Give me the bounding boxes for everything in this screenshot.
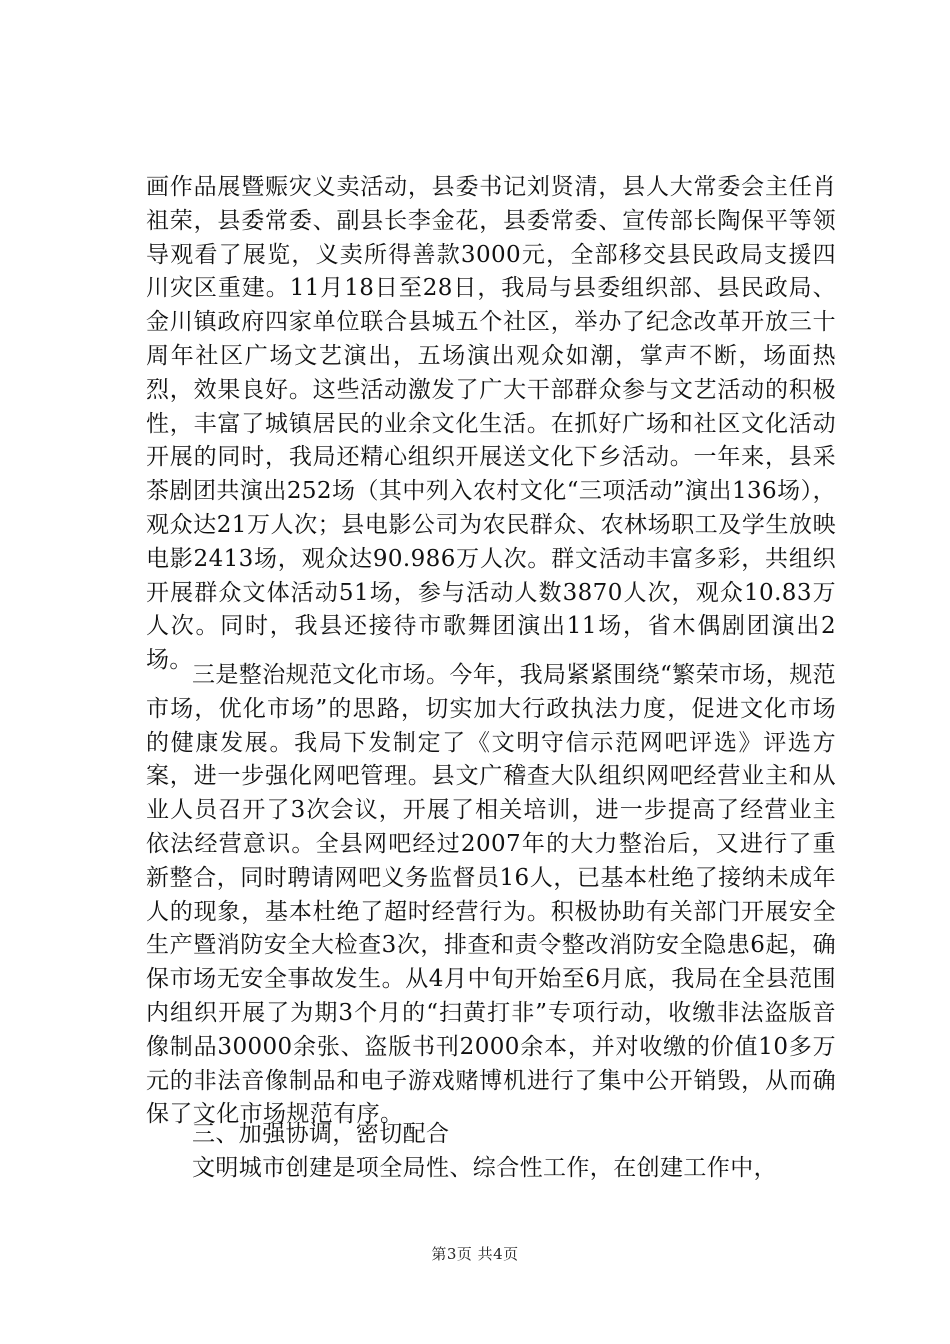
page-footer: 第3页 共4页 xyxy=(431,1245,519,1263)
body-paragraph: 画作品展暨赈灾义卖活动，县委书记刘贤清，县人大常委会主任肖祖荣，县委常委、副县长李金花，县委常委、宣传部长陶保平等领导观看了展览，义卖所得善款3000元，全部移交县民政局支援四川灾区重建。11月18日至28日，我局与县委组织部、县民政局、金川镇政府四家单位联合县城五个社区，举办了纪念改革开放三十周年社区广场文艺演出，五场演出观众如潮，掌声不断，场面热烈，效果良好。这些活动激发了广大干部群众参与文艺活动的积极性，丰富了城镇居民的业余文化生活。在抓好广场和社区文化活动开展的同时，我局还精心组织开展送文化下乡活动。一年来，县采茶剧团共演出252场（其中列入农村文化“三项活动”演出136场），观众达21万人次；县电影公司为农民群众、农林场职工及学生放映电影2413场，观众达90.986万人次。群文活动丰富多彩，共组织开展群众文体活动51场，参与活动人数3870人次，观众10.83万人次。同时，我县还接待市歌舞团演出11场，省木偶剧团演出2场。 xyxy=(146,174,836,674)
body-paragraph: 文明城市创建是项全局性、综合性工作，在创建工作中， xyxy=(192,1155,777,1181)
body-paragraph: 三是整治规范文化市场。今年，我局紧紧围绕“繁荣市场，规范市场，优化市场”的思路，切实加大行政执法力度，促进文化市场的健康发展。我局下发制定了《文明守信示范网吧评选》评选方案，进一步强化网吧管理。县文广稽查大队组织网吧经营业主和从业人员召开了3次会议，开展了相关培训，进一步提高了经营业主依法经营意识。全县网吧经过2007年的大力整治后，又进行了重新整合，同时聘请网吧义务监督员16人，已基本杜绝了接纳未成年人的现象，基本杜绝了超时经营行为。积极协助有关部门开展安全生产暨消防安全大检查3次，排查和责令整改消防安全隐患6起，确保市场无安全事故发生。从4月中旬开始至6月底，我局在全县范围内组织开展了为期3个月的“扫黄打非”专项行动，收缴非法盗版音像制品30000余张、盗版书刊2000余本，并对收缴的价值10多万元的非法音像制品和电子游戏赌博机进行了集中公开销毁，从而确保了文化市场规范有序。 xyxy=(146,662,836,1128)
section-heading: 三、加强协调，密切配合 xyxy=(192,1121,450,1147)
